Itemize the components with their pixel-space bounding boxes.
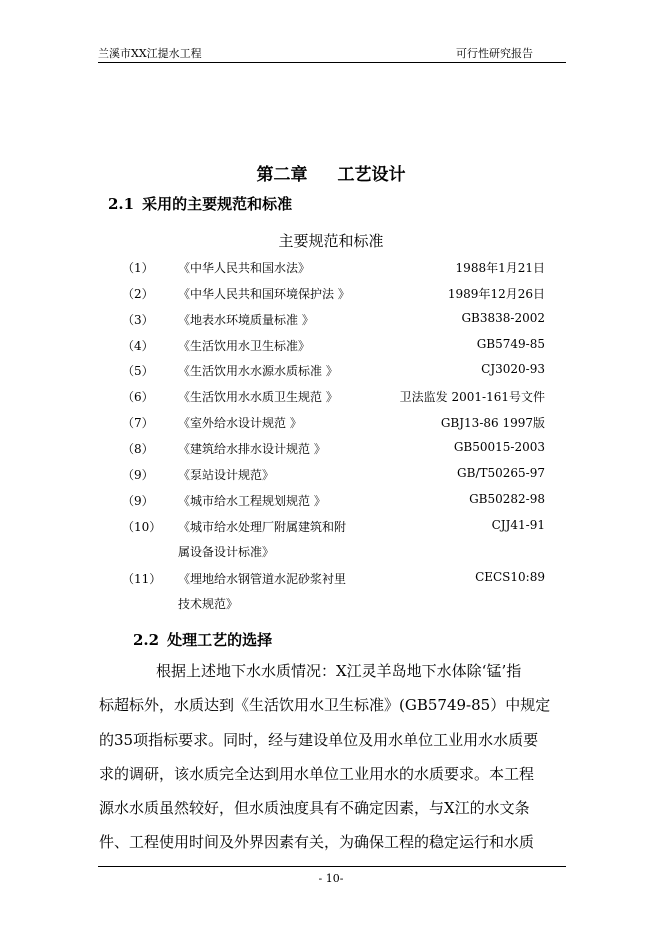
standard-name: 《室外给水设计规范 》 (178, 416, 302, 430)
standard-name: 《中华人民共和国环境保护法 》 (178, 287, 350, 301)
standard-name-continued: 技术规范》 (178, 597, 239, 611)
standard-row (0, 414, 662, 434)
header-left-title: 兰溪市XX江提水工程 (98, 47, 202, 60)
standard-name: 《生活饮用水卫生标准》 (178, 339, 311, 353)
section-2-2-title: 处理工艺的选择 (167, 631, 273, 649)
standard-row (0, 311, 662, 331)
standard-code: CJ3020-93 (481, 362, 545, 376)
standard-code: CJJ41-91 (491, 518, 545, 532)
standard-code: CECS10:89 (475, 570, 545, 584)
standard-row (0, 337, 662, 357)
chapter-title: 工艺设计 (337, 165, 406, 185)
section-2-1-title: 采用的主要规范和标准 (142, 195, 293, 213)
standard-name: 《城市给水处理厂附属建筑和附 (178, 520, 347, 534)
standard-name: 《生活饮用水水质卫生规范 》 (178, 390, 338, 404)
section-2-2-number: 2.2 (133, 631, 160, 649)
standard-row (0, 285, 662, 305)
standard-row (0, 492, 662, 512)
standard-row (0, 570, 662, 611)
standard-row (0, 440, 662, 460)
header-right-title: 可行性研究报告 (456, 47, 533, 60)
paragraph-line: 源水水质虽然较好，但水质浊度具有不确定因素，与X江的水文条 (99, 799, 530, 817)
standard-number: （6） (122, 390, 154, 404)
standard-number: （4） (122, 339, 154, 353)
standard-name: 《埋地给水钢管道水泥砂浆衬里 (178, 572, 347, 586)
section-2-1-heading (108, 193, 292, 214)
chapter-heading (0, 160, 662, 185)
standard-number: （8） (122, 442, 154, 456)
standard-number: （7） (122, 416, 154, 430)
section-2-2-heading (133, 629, 272, 650)
chapter-label: 第二章 (256, 165, 308, 185)
standard-code: GB50282-98 (469, 492, 545, 506)
standard-number: （2） (122, 287, 154, 301)
paragraph-line: 件、工程使用时间及外界因素有关，为确保工程的稳定运行和水质 (99, 833, 535, 851)
standard-name: 《建筑给水排水设计规范 》 (178, 442, 326, 456)
footer-divider (98, 866, 566, 867)
standard-row (0, 259, 662, 279)
standard-code: GB3838-2002 (461, 311, 545, 325)
standard-row (0, 466, 662, 486)
standard-number: （9） (122, 494, 154, 508)
standard-code: 1988年1月21日 (455, 261, 545, 275)
page-number: - 10- (318, 872, 344, 885)
standard-number: （11） (122, 572, 162, 586)
standard-name-continued: 属设备设计标准》 (178, 545, 275, 559)
paragraph-line: 的35项指标要求。同时，经与建设单位及用水单位工业用水水质要 (99, 731, 539, 749)
standard-name: 《地表水环境质量标准 》 (178, 313, 314, 327)
standard-number: （3） (122, 313, 154, 327)
paragraph-line: 根据上述地下水水质情况：X江灵羊岛地下水体除‘锰’指 (156, 662, 522, 680)
standard-number: （5） (122, 364, 154, 378)
standard-code: GB/T50265-97 (457, 466, 545, 480)
standard-name: 《生活饮用水水源水质标准 》 (178, 364, 338, 378)
header-divider (98, 62, 566, 63)
standard-number: （10） (122, 520, 162, 534)
standard-code: GBJ13-86 1997版 (440, 416, 545, 430)
standard-row (0, 518, 662, 559)
standard-code: GB5749-85 (476, 337, 545, 351)
standard-number: （9） (122, 468, 154, 482)
paragraph-line: 求的调研，该水质完全达到用水单位工业用水的水质要求。本工程 (99, 765, 535, 783)
standard-code: 卫法监发 2001-161号文件 (399, 390, 545, 404)
standard-number: （1） (122, 261, 154, 275)
standard-code: GB50015-2003 (453, 440, 545, 454)
paragraph-line: 标超标外，水质达到《生活饮用水卫生标准》(GB5749-85）中规定 (99, 696, 551, 714)
standard-name: 《泵站设计规范》 (178, 468, 275, 482)
standard-code: 1989年12月26日 (447, 287, 545, 301)
section-2-1-number: 2.1 (108, 195, 135, 213)
standard-name: 《中华人民共和国水法》 (178, 261, 311, 275)
standard-row (0, 388, 662, 408)
standards-list-title: 主要规范和标准 (278, 232, 384, 250)
standard-name: 《城市给水工程规划规范 》 (178, 494, 326, 508)
standard-row (0, 362, 662, 382)
